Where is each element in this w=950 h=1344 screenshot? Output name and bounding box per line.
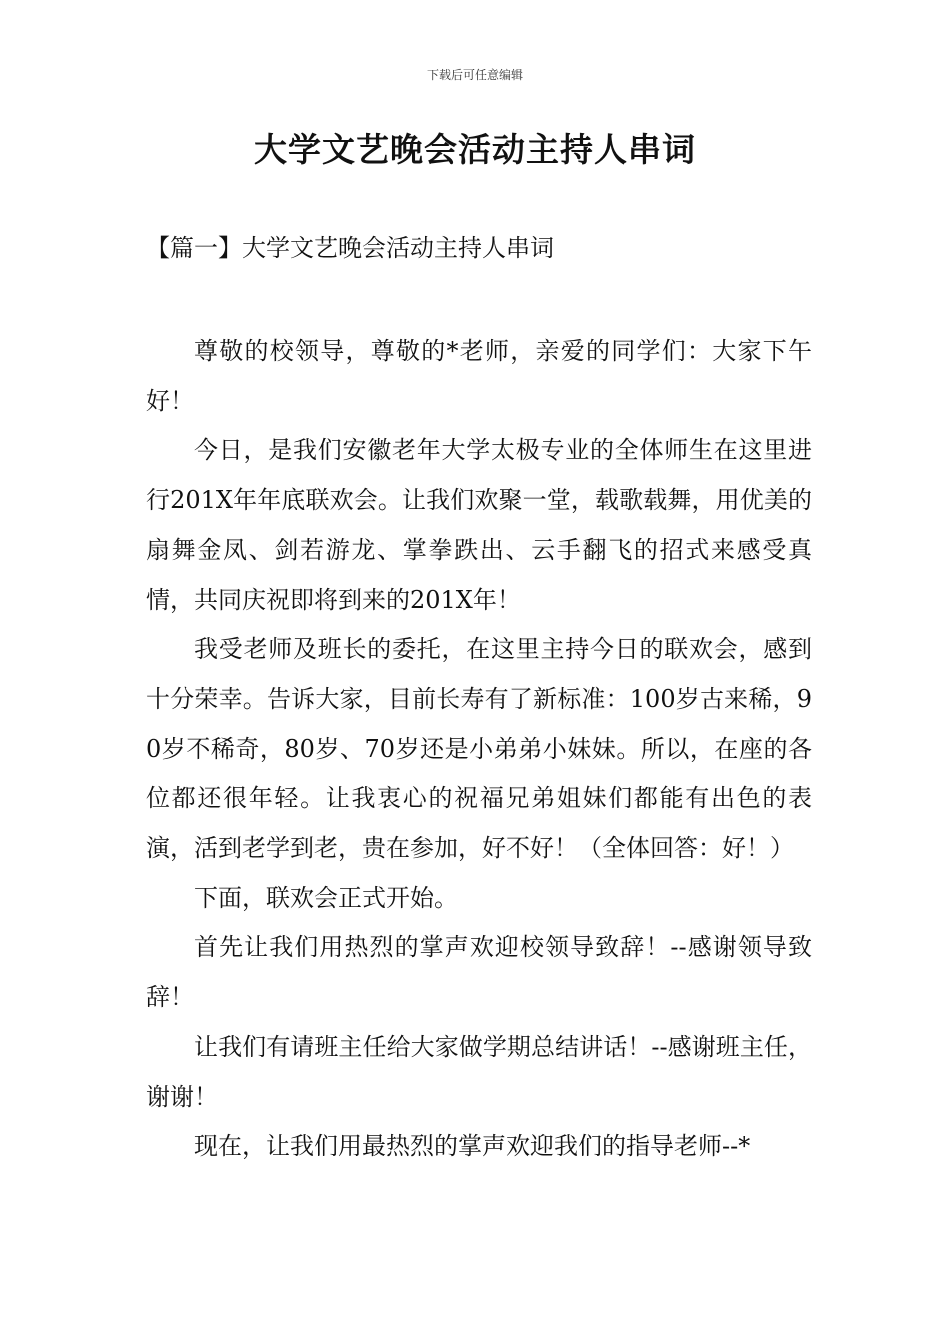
document-title: 大学文艺晚会活动主持人串词 — [254, 130, 696, 169]
paragraph: 我受老师及班长的委托，在这里主持今日的联欢会，感到十分荣幸。告诉大家，目前长寿有了新标准：100岁古来稀，90岁不稀奇，80岁、70岁还是小弟弟小妹妹。所以，在座的各位都还很年轻。让我衷心的祝福兄弟姐妹们都能有出色的表演，活到老学到老，贵在参加，好不好！（全体回答：好！） — [146, 635, 812, 863]
paragraph: 今日，是我们安徽老年大学太极专业的全体师生在这里进行201X年年底联欢会。让我们欢聚一堂，载歌载舞，用优美的扇舞金凤、剑若游龙、掌拳跌出、云手翻飞的招式来感受真情，共同庆祝即将到来的201X年！ — [146, 436, 812, 614]
section-heading: 【篇一】大学文艺晚会活动主持人串词 — [146, 234, 554, 262]
paragraph: 尊敬的校领导，尊敬的*老师，亲爱的同学们：大家下午好！ — [146, 337, 812, 415]
paragraph: 首先让我们用热烈的掌声欢迎校领导致辞！--感谢领导致辞！ — [146, 933, 812, 1012]
header-note: 下载后可任意编辑 — [426, 68, 523, 82]
paragraph: 让我们有请班主任给大家做学期总结讲话！--感谢班主任，谢谢！ — [146, 1032, 812, 1111]
paragraph: 下面，联欢会正式开始。 — [194, 883, 458, 912]
paragraph: 现在，让我们用最热烈的掌声欢迎我们的指导老师--* — [194, 1132, 751, 1161]
document-body — [146, 327, 812, 1172]
